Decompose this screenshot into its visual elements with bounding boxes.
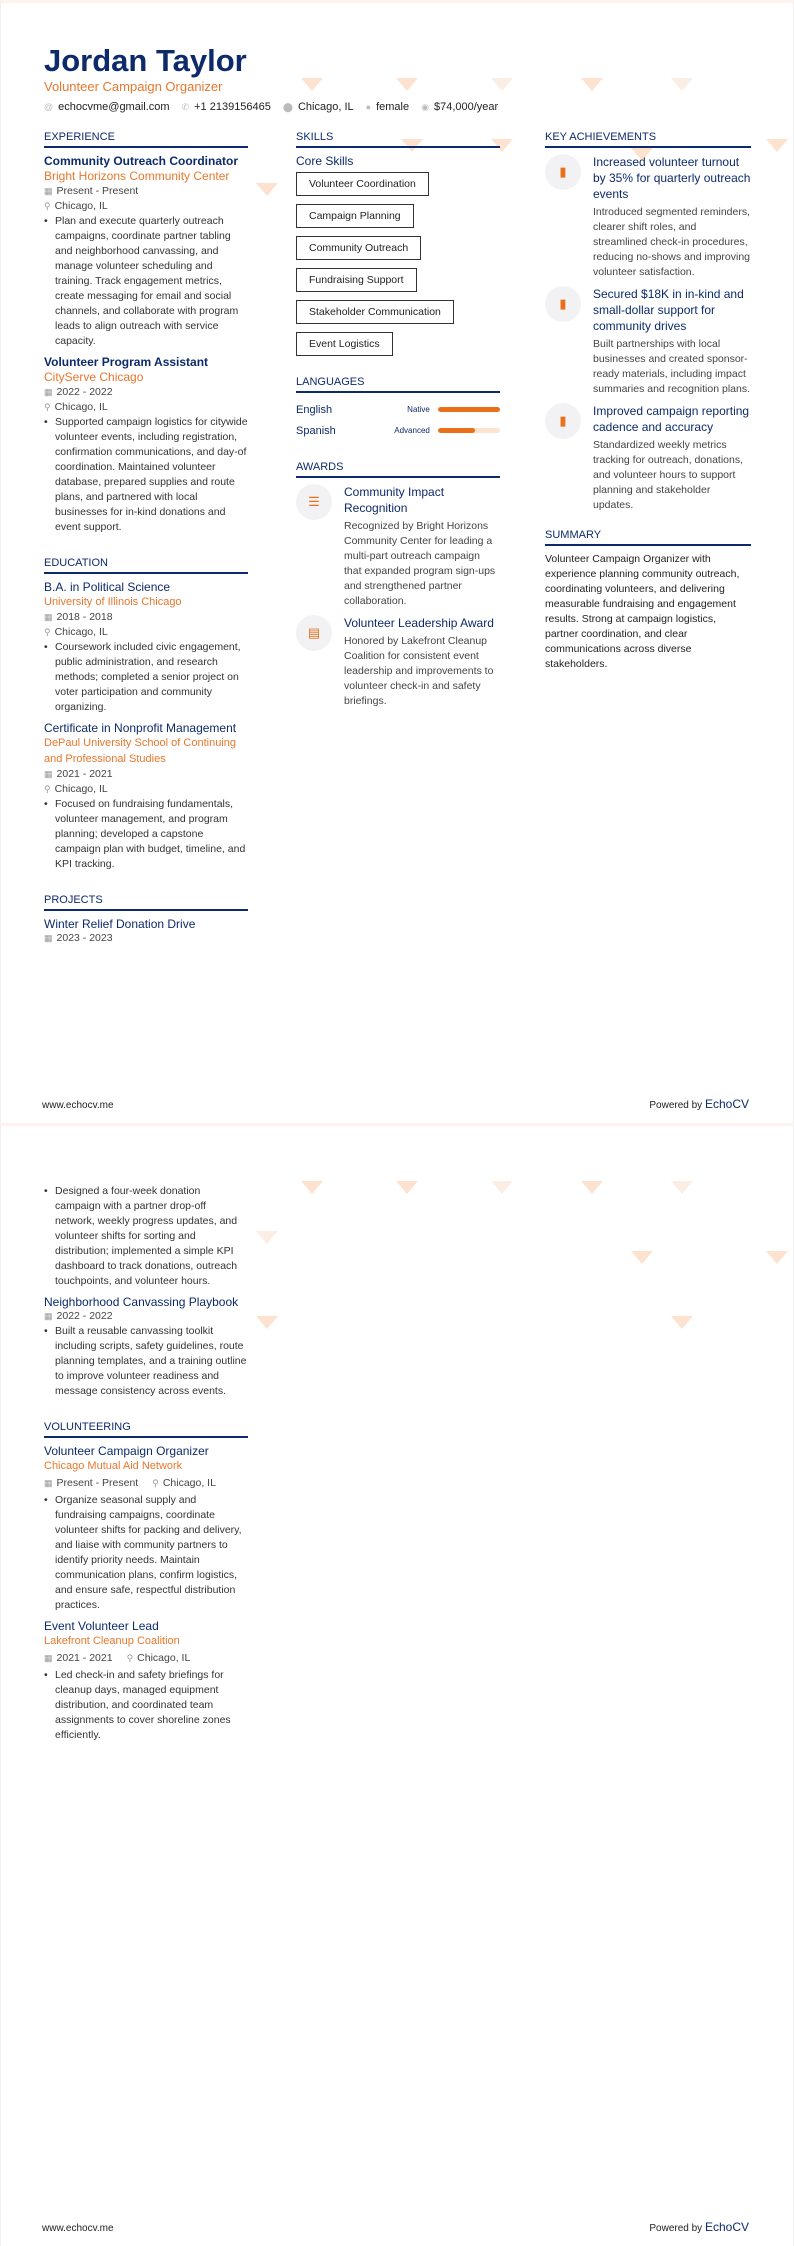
- calendar-icon: ▦: [44, 387, 53, 397]
- entry-dates: ▦ Present - Present: [44, 185, 139, 197]
- location-icon: ⚲: [44, 627, 51, 637]
- entry-location: ⚲ Chicago, IL: [44, 401, 108, 413]
- skill-tag: Campaign Planning: [296, 204, 414, 228]
- entry-dates: ▦ 2021 - 2021: [44, 1652, 113, 1664]
- section-heading-projects: PROJECTS: [44, 894, 248, 911]
- echocv-logo: EchoCV: [704, 1097, 749, 1111]
- summary-text: Volunteer Campaign Organizer with experience planning community outreach, coordinating volunteers, and delivering measurable fundraising and engagement results. Strong at campaign logistics, partner coordination, and clear communications across diverse stakeholders.: [545, 553, 740, 670]
- phone-icon: ✆: [181, 102, 190, 112]
- entry-location: ⚲ Chicago, IL: [44, 626, 108, 638]
- project-entry: [44, 1295, 248, 1399]
- footer-site-link[interactable]: www.echocv.me: [42, 1100, 114, 1111]
- entry-dates: ▦ 2022 - 2022: [44, 1310, 113, 1322]
- location-icon: ⚲: [44, 402, 51, 412]
- entry-org: Bright Horizons Community Center: [44, 169, 230, 183]
- entry-org: Chicago Mutual Aid Network: [44, 1460, 183, 1472]
- salary-icon: ◉: [421, 102, 429, 112]
- contact-location: ⬤ Chicago, IL: [282, 101, 354, 113]
- entry-dates: ▦ 2023 - 2023: [44, 932, 113, 944]
- entry-bullet: • Led check-in and safety briefings for cleanup days, managed equipment distribution, and coordinated team assignments to cover shoreline zones efficiently.: [44, 1668, 248, 1743]
- middle-column: [296, 131, 500, 715]
- contact-phone[interactable]: ✆ +1 2139156465: [181, 101, 271, 113]
- education-entry: [44, 721, 248, 872]
- entry-title: Event Volunteer Lead: [44, 1619, 159, 1633]
- contact-email[interactable]: @ echocvme@gmail.com: [44, 101, 170, 113]
- skill-tag: Fundraising Support: [296, 268, 417, 292]
- entry-bullet: • Focused on fundraising fundamentals, volunteer management, and program planning; developed a capstone campaign plan with budget, timeline, and KPI tracking.: [44, 797, 248, 872]
- calendar-icon: ▦: [44, 1478, 53, 1488]
- calendar-icon: ▦: [44, 186, 53, 196]
- entry-bullet: • Coursework included civic engagement, public administration, and research methods; completed a senior project on voter participation and community organizing.: [44, 640, 248, 715]
- section-heading-volunteering: VOLUNTEERING: [44, 1421, 248, 1438]
- contact-salary: ◉ $74,000/year: [421, 101, 499, 113]
- entry-title: Winter Relief Donation Drive: [44, 917, 196, 931]
- entry-org: University of Illinois Chicago: [44, 596, 182, 608]
- achievement-item: ▮ Improved campaign reporting cadence and accuracy Standardized weekly metrics tracking for outreach, donations, and volunteer hours to support planning and stakeholder updates.: [545, 403, 751, 513]
- achievement-item: ▮ Increased volunteer turnout by 35% for quarterly outreach events Introduced segmented reminders, clearer shift roles, and streamlined check-in procedures, reducing no-shows and improving volunteer satisfaction.: [545, 154, 751, 280]
- section-heading-languages: LANGUAGES: [296, 376, 500, 393]
- entry-bullet: • Built a reusable canvassing toolkit including scripts, safety guidelines, route planning templates, and a training outline to improve volunteer readiness and message consistency across events.: [44, 1324, 248, 1399]
- section-heading-experience: EXPERIENCE: [44, 131, 248, 148]
- powered-by: Powered by EchoCV: [649, 2220, 749, 2234]
- entry-org: Lakefront Cleanup Coalition: [44, 1635, 180, 1647]
- candidate-title: Volunteer Campaign Organizer: [44, 79, 223, 94]
- footer-site-link[interactable]: www.echocv.me: [42, 2223, 114, 2234]
- entry-title: Neighborhood Canvassing Playbook: [44, 1295, 239, 1309]
- left-column-continued: [44, 1184, 248, 1743]
- building-icon: ▮: [545, 286, 581, 322]
- entry-org: DePaul University School of Continuing and Professional Studies: [44, 737, 236, 765]
- entry-location: ⚲ Chicago, IL: [126, 1652, 191, 1664]
- location-icon: ⚲: [126, 1653, 134, 1663]
- skill-tag: Volunteer Coordination: [296, 172, 429, 196]
- echocv-logo: EchoCV: [704, 2220, 749, 2234]
- award-item: ☰ Community Impact Recognition Recognized by Bright Horizons Community Center for leading a multi-part outreach campaign that expanded program sign-ups and strengthened partner collaboration.: [296, 484, 500, 609]
- entry-bullet: • Designed a four-week donation campaign with a partner drop-off network, weekly progress updates, and volunteer shifts for sorting and distribution; implemented a simple KPI dashboard to track donations, outreach touchpoints, and volunteer hours.: [44, 1184, 248, 1289]
- language-row: English Native: [296, 399, 500, 420]
- entry-title: Volunteer Program Assistant: [44, 355, 209, 369]
- entry-title: Certificate in Nonprofit Management: [44, 721, 237, 735]
- location-icon: ⚲: [44, 784, 51, 794]
- entry-title: B.A. in Political Science: [44, 580, 171, 594]
- language-level-bar: [438, 428, 500, 433]
- entry-dates: ▦ 2018 - 2018: [44, 611, 113, 623]
- achievement-item: ▮ Secured $18K in in-kind and small-dollar support for community drives Built partnerships with local businesses and created sponsor-ready materials, including impact summaries and recognition plans.: [545, 286, 751, 397]
- right-column: [545, 131, 751, 672]
- report-icon: ▮: [545, 403, 581, 439]
- contact-row: [44, 101, 498, 113]
- at-icon: @: [44, 102, 54, 112]
- experience-entry: [44, 154, 248, 349]
- entry-dates: ▦ 2022 - 2022: [44, 386, 113, 398]
- calendar-icon: ▦: [44, 612, 53, 622]
- section-heading-achievements: KEY ACHIEVEMENTS: [545, 131, 751, 148]
- resume-page-2: [0, 1123, 794, 2246]
- coins-icon: ☰: [296, 484, 332, 520]
- entry-bullet: • Plan and execute quarterly outreach campaigns, coordinate partner tabling and neighborhood canvassing, and manage volunteer scheduling and training. Track engagement metrics, create messaging for email and social channels, and collaborate with program leads to align outreach with service capacity.: [44, 214, 248, 349]
- skill-tag: Event Logistics: [296, 332, 393, 356]
- contact-gender: ● female: [365, 101, 410, 113]
- entry-dates: ▦ 2021 - 2021: [44, 768, 113, 780]
- entry-location: ⚲ Chicago, IL: [44, 200, 108, 212]
- location-icon: ⚲: [44, 201, 51, 211]
- volunteering-entry: [44, 1619, 248, 1743]
- location-icon: ⚲: [152, 1478, 159, 1488]
- award-item: ▤ Volunteer Leadership Award Honored by Lakefront Cleanup Coalition for consistent event leadership and improvements to volunteer check-in and safety briefings.: [296, 615, 500, 709]
- entry-location: ⚲ Chicago, IL: [152, 1477, 216, 1489]
- language-row: Spanish Advanced: [296, 420, 500, 441]
- entry-bullet: • Organize seasonal supply and fundraising campaigns, coordinate volunteer shifts for packing and delivery, and liaise with community partners to identify priority needs. Maintain communication plans, confirm logistics, and ensure safe, respectful distribution practices.: [44, 1493, 248, 1613]
- entry-title: Volunteer Campaign Organizer: [44, 1444, 209, 1458]
- entry-title: Community Outreach Coordinator: [44, 154, 239, 168]
- language-level-bar: [438, 407, 500, 412]
- entry-location: ⚲ Chicago, IL: [44, 783, 108, 795]
- section-heading-skills: SKILLS: [296, 131, 500, 148]
- entry-bullet: • Supported campaign logistics for citywide volunteer events, including registration, confirmation communications, and day-of coordination. Maintained volunteer database, prepared supplies and route plans, and partnered with local businesses for in-kind donations and event support.: [44, 415, 248, 535]
- section-heading-summary: SUMMARY: [545, 529, 751, 546]
- calendar-icon: ▦: [44, 933, 53, 943]
- calendar-icon: ▤: [296, 615, 332, 651]
- section-heading-awards: AWARDS: [296, 461, 500, 478]
- left-column: [44, 131, 248, 946]
- chart-icon: ▮: [545, 154, 581, 190]
- entry-dates: ▦ Present - Present: [44, 1477, 139, 1489]
- person-icon: ●: [365, 102, 372, 112]
- section-heading-education: EDUCATION: [44, 557, 248, 574]
- skill-tag: Community Outreach: [296, 236, 421, 260]
- calendar-icon: ▦: [44, 1311, 53, 1321]
- skill-tag: Stakeholder Communication: [296, 300, 454, 324]
- powered-by: Powered by EchoCV: [649, 1097, 749, 1111]
- experience-entry: [44, 355, 248, 535]
- location-icon: ⬤: [282, 102, 293, 112]
- volunteering-entry: [44, 1444, 248, 1613]
- skill-group-title: Core Skills: [296, 154, 354, 168]
- entry-org: CityServe Chicago: [44, 370, 144, 384]
- education-entry: [44, 580, 248, 715]
- candidate-name: Jordan Taylor: [44, 43, 247, 78]
- calendar-icon: ▦: [44, 769, 53, 779]
- calendar-icon: ▦: [44, 1653, 53, 1663]
